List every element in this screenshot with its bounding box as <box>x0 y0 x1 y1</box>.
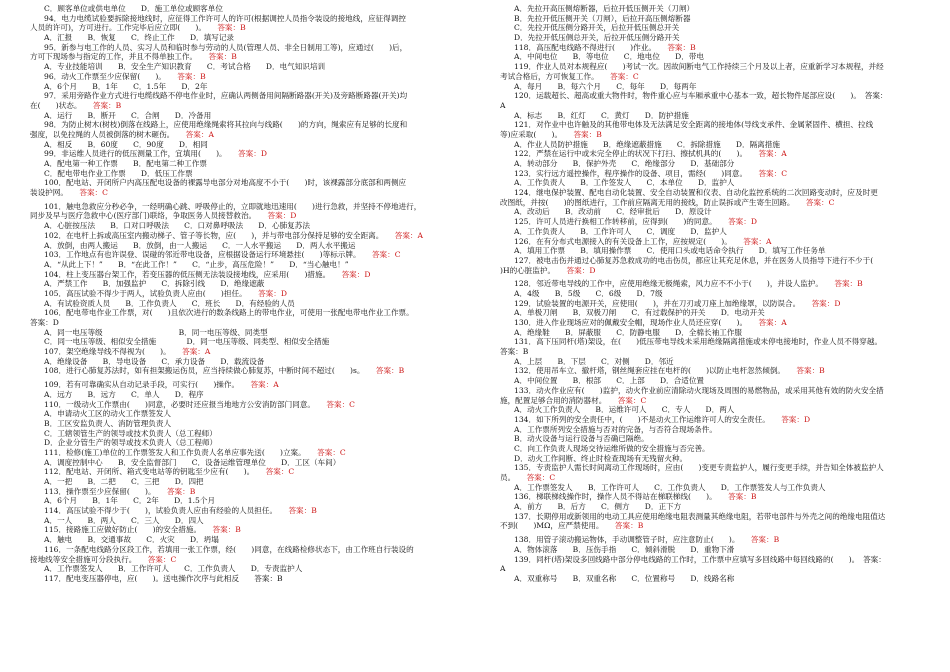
question-line <box>500 169 925 179</box>
line-text: 105．高压试验不得少于两人，试验负责人应由( )担任。 <box>44 288 243 298</box>
line-text: 96．动火工作票至少应保留( )。 <box>44 71 163 81</box>
question-line <box>500 178 925 188</box>
question-line <box>30 477 442 487</box>
question-line <box>500 463 925 473</box>
line-text: A．相反 B．60度 C．90度 D．相同 <box>44 139 208 149</box>
question-line <box>500 140 925 150</box>
line-text: 135．专责监护人需长时间离动工作现场时，应由( )变更专责监护人，履行变更手续，并告知全体被监护人 <box>514 463 884 473</box>
line-text: 答案：B <box>500 347 529 357</box>
line-text: A．申请动火工区的动火工作票签发人 <box>44 409 171 419</box>
question-line <box>30 43 442 53</box>
answer-label: 答案：B <box>573 129 602 139</box>
line-text: 94．电力电缆试验要拆除接地线时，应征得工作许可人的许可(根据调控人员指令装设的接地线，应征得调控 <box>44 13 406 23</box>
line-text: A．中间电位 B．等电位 C．地电位 D．带电 <box>514 52 705 62</box>
line-text: A．动火工作负责人 B．运维许可人 C．专人 D．两人 <box>514 405 735 415</box>
answer-label: 答案：B <box>208 52 237 62</box>
answer-label: 答案：B <box>217 23 246 33</box>
line-text: 装设护网。 <box>30 188 65 198</box>
question-line <box>30 178 442 188</box>
question-line <box>30 438 442 448</box>
line-text: 130．进入作业现场应对的佩戴安全帽，现场作业人员还应穿( )。 <box>514 318 744 327</box>
answer-label: 答案：B <box>796 366 825 376</box>
line-text: 132．使用吊车立、撤杆塔，钢丝绳套应挂在电杆的( )以防止电杆忽然倾倒。 <box>514 366 782 376</box>
question-line <box>500 198 925 208</box>
answer-label: 答案：B <box>834 279 863 289</box>
question-line <box>500 415 925 425</box>
answer-label: 答案：D <box>238 149 267 159</box>
answer-label: 答案：A <box>758 149 787 159</box>
line-text: A．单极刀闸 B．双极刀闸 C．有过载保护的开关 D．电动开关 <box>514 308 765 318</box>
line-text: 137．长期停用或新领用的电动工具应使用绝缘电阻表测量其绝缘电阻，若带电部件与外壳之间的绝缘电阻值达 <box>514 511 886 521</box>
line-text: 答案：D <box>30 318 59 327</box>
line-text: 118．高压配电线路不得进行( )作业。 <box>514 42 653 52</box>
question-line <box>500 82 925 92</box>
answer-label: 答案：C <box>805 197 835 207</box>
line-text: 109．若有可靠确实从自动记录手段，可实行( )操作。 <box>44 380 236 390</box>
line-text: 强度，以免拉绳的人员被倒落的树木砸伤。 <box>30 129 171 139</box>
line-text: 126．在有分布式电源接入的有关设备上工作，应按规定( )。 <box>514 236 729 246</box>
answer-label: 答案：C <box>265 467 295 477</box>
question-line <box>500 227 925 237</box>
line-text: A．工作票签发人 B．工作许可人 C．工作负责人 D．工作票签发人与工作负责人 <box>514 482 826 492</box>
question-line <box>500 405 925 415</box>
line-text: D．企业分管生产的领导或技术负责人（总工程师） <box>44 438 218 448</box>
question-line <box>500 217 925 227</box>
line-text: A．双重称号 B．双重名称 C．位置称号 D．线路名称 <box>514 573 735 583</box>
line-text: A．同一电压等级 B．同一电压等级、同类型 <box>44 327 268 337</box>
question-line <box>30 366 442 376</box>
line-text: 133．动火作业应有( )监护，动火作业前应清除动火现场及周围的易燃物品，或采用其他有效的防火安全措 <box>514 385 884 395</box>
line-text: 138．用管子滚动搬运物体，手动调整管子时，应注意防止( )。 <box>514 535 736 545</box>
question-line <box>500 444 925 454</box>
question-line <box>30 419 442 429</box>
line-text: A．汇报 B．恢复 C．终止工作 D．填写记录 <box>44 33 235 43</box>
question-line <box>30 400 442 410</box>
line-text: A．工作负责人 B．工作许可人 C．调度 D．监护人 <box>514 226 727 236</box>
line-text: 120．运载超长、超高或重大物件时，物件重心应与车厢承重中心基本一致，超长物件尾部应设( )。 答案： <box>514 91 888 101</box>
question-line <box>500 454 925 464</box>
line-text: A．先拉开高压侧熔断器，后拉开低压侧开关（刀闸） <box>514 4 695 13</box>
line-text: A．绝缘鞋 B．屏蔽服 C．防静电服 D．全棉长袖工作服 <box>514 327 742 337</box>
question-line <box>500 425 925 435</box>
line-text: 97．采用旁路作业方式进行电缆线路不停电作业时，应确认两侧备用间隔断路器(开关)及旁路断路器(开关)均 <box>44 91 408 101</box>
question-line <box>30 231 442 241</box>
line-text: A．调度控制中心 B．安全监督部门 C．设备运维管理单位 D．工区（车间） <box>44 457 341 467</box>
question-line <box>30 516 442 526</box>
question-line <box>30 328 442 338</box>
question-line <box>30 555 442 565</box>
line-text: B．工区安监负责人、消防管理负责人 <box>44 418 172 428</box>
answer-label: 答案：C <box>371 250 401 260</box>
answer-label: 答案：A <box>394 230 424 240</box>
line-text: A．物体滚落 B．压伤手指 C．倾斜滑脱 D．重物下滑 <box>514 544 735 554</box>
question-line <box>30 82 442 92</box>
line-text: C．顾客单位或供电单位 D．施工单位或顾客单位 <box>44 4 223 13</box>
answer-label: 答案：D <box>781 414 811 424</box>
line-text: A．一人 B．两人 C．三人 D．四人 <box>44 515 204 525</box>
question-line <box>500 266 925 276</box>
line-text: 122．严禁在运行中或未完全停止的状况下打扫、擦拭机具的( )。 <box>514 149 744 159</box>
question-line <box>500 188 925 198</box>
question-line <box>30 299 442 309</box>
line-text: 116．一条配电线路分区段工作，若填用一张工作票，经( )同意，在线路检修状态下，由工作班自行装设的 <box>44 544 414 554</box>
question-line <box>30 149 442 159</box>
answer-label: 答案：B <box>375 366 405 376</box>
line-text: 125．许可人员进行换相工作转移前，应得到( )的同意。 <box>514 217 713 227</box>
question-line <box>500 299 925 309</box>
question-line <box>30 111 442 121</box>
line-text: A．专业技能培训 B．安全生产知识教育 C．考试合格 D．电气知识培训 <box>44 62 326 72</box>
line-text: 员。 <box>500 473 512 482</box>
line-text: 在( )状态。 <box>30 100 78 110</box>
question-line <box>30 429 442 439</box>
line-text: 119．作业人员对本规程应( )考试一次。因故间断电气工作持续三个月及以上者，应重新学习本规程，并经 <box>514 62 884 72</box>
answer-label: 答案：B <box>288 506 317 516</box>
question-line <box>500 91 925 101</box>
question-line <box>30 188 442 198</box>
question-line <box>30 467 442 477</box>
line-text: A．6个月 B．1年 C．1.5年 D．2年 <box>44 81 208 91</box>
question-line <box>500 564 925 574</box>
line-text: A．填用工作票 B．填用操作票 C．使用口头或电话命令执行 D．填写工作任务单 <box>514 246 826 256</box>
question-line <box>30 506 442 516</box>
line-text: A．4级 B．5级 C．6级 D．7级 <box>514 288 663 298</box>
question-line <box>30 250 442 260</box>
line-text: 107．架空绝缘导线不得视为( )。 <box>44 347 167 357</box>
question-line <box>30 91 442 101</box>
line-text: A．转动部分 B．保护外壳 C．绝缘部分 D．基础部分 <box>514 159 735 168</box>
line-text: 100．配电站、开闭所户内高压配电设备的裸露导电部分对地高度不小于( )时，该裸露部分底部和两侧应 <box>44 178 407 188</box>
question-line <box>500 130 925 140</box>
question-line <box>30 72 442 82</box>
question-line <box>500 376 925 386</box>
line-text: 接地线等安全措施可分段执行。 <box>30 554 133 564</box>
question-line <box>500 502 925 512</box>
question-line <box>30 357 442 367</box>
left-column <box>30 4 442 584</box>
question-line <box>30 564 442 574</box>
line-text: A．工作票所列安全措施与否对的完备，与否符合现场条件。 <box>514 424 717 434</box>
question-line <box>500 545 925 555</box>
question-line <box>500 62 925 72</box>
question-line <box>30 140 442 150</box>
line-text: 134．如下所列的安全责任中，( )不是动火工作运维许可人的安全责任。 <box>514 414 767 424</box>
answer-label: 答案：C <box>758 168 788 178</box>
line-text: 106．配电带电作业工作票，对( )且依次进行的数条线路上的带电作业，可使用一张配电带电作业工作票。 <box>44 308 414 318</box>
line-text: 103．工作地点有也许误登、误碰的邻近带电设备，应根据设备运行环境悬挂( )等标示牌。 <box>44 250 357 260</box>
line-text: A．严禁工作 B．加强监护 C．拆除引线 D．绝缘遮蔽 <box>44 279 265 289</box>
question-line <box>30 52 442 62</box>
question-line <box>30 159 442 169</box>
question-line <box>500 52 925 62</box>
line-text: 121．对作业中也许触及的其他带电体及无法满足安全距离的接地体(导线支承件、金属紧固件、横担、拉线 <box>514 120 874 130</box>
line-text: 111．检修(施工)单位的工作票签发人和工作负责人名单应事先送( )立案。 <box>44 447 302 457</box>
question-line <box>30 318 442 328</box>
question-line <box>30 130 442 140</box>
line-text: A <box>500 564 506 574</box>
line-text: C．先拉开低压侧分路开关，后拉开低压侧总开关 <box>514 23 680 33</box>
line-text: 127．被电击伤并通过心肺复苏急救成功的电击伤员，都应让其充足休息，并在医务人员指导下进行不少于( <box>514 255 889 265</box>
line-text: )H的心脏监护。 <box>500 265 552 275</box>
line-text: A．放倒，由两人搬运 B．放倒，由一人搬运 C．一人水平搬运 D．两人水平搬运 <box>44 240 356 250</box>
question-line <box>30 458 442 468</box>
question-line <box>30 487 442 497</box>
line-text: A．6个月 B．1年 C．2年 D．1.5个月 <box>44 496 216 506</box>
question-line <box>30 409 442 419</box>
question-line <box>500 111 925 121</box>
question-line <box>500 483 925 493</box>
question-line <box>500 574 925 584</box>
question-line <box>30 545 442 555</box>
line-text: A．“从此上下！” B．“在此工作！” C．“止步，高压危险！” D．“当心触电！” <box>44 259 349 269</box>
question-line <box>500 512 925 522</box>
line-text: A．作业人员防护措施 B．绝缘遮蔽措施 C．拆除措施 D．隔离措施 <box>514 139 780 149</box>
line-text: 同步及早与医疗急救中心(医疗部门)联络，争取医务人员接替救治。 <box>30 211 253 221</box>
line-text: A．运行 B．断开 C．合闸 D．冷备用 <box>44 110 212 120</box>
answer-label: 答案：A <box>185 129 214 139</box>
question-line <box>30 211 442 221</box>
question-line <box>500 318 925 328</box>
answer-label: 答案：B <box>614 521 644 531</box>
question-line <box>30 4 442 14</box>
question-line <box>500 4 925 14</box>
line-text: B．先拉开低压侧开关（刀闸），后拉开高压侧熔断器 <box>514 13 691 23</box>
line-text: C．工辖领管生产的领导或技术负责人（总工程师） <box>44 428 217 438</box>
line-text: 139．同杆(塔)架设多回线路中部分停电线路的工作时，工作票中应填写多回线路中每回线路的( )。 答案： <box>514 554 886 564</box>
line-text: 改图纸，并按( )的图纸进行，工作前应隔离无用的接线，防止误拆或产生寄生回路。 <box>500 197 791 207</box>
question-line <box>500 279 925 289</box>
line-text: C．向工作负责人现场交待运维所做的安全措施与否完善。 <box>514 443 710 453</box>
line-text: A．触电 B．交通事故 C．火灾 D．坍塌 <box>44 535 219 545</box>
line-text: 113．操作票至少应保留( )。 <box>44 486 152 496</box>
question-line <box>30 496 442 506</box>
question-line <box>500 23 925 33</box>
line-text: 95．新参与电工作的人员、实习人员和临时参与劳动的人员(管理人员、非全日制用工等)，应通过( )后， <box>44 42 408 52</box>
question-line <box>30 101 442 111</box>
answer-label: 答案：C <box>610 71 639 81</box>
question-line <box>500 246 925 256</box>
question-line <box>30 241 442 251</box>
question-line <box>30 270 442 280</box>
line-text: A．标志 B．红灯 C．黄灯 D．防护措施 <box>514 110 689 120</box>
answer-label: 答案：C <box>617 395 647 405</box>
line-text: 115．接路施工应做好防止( )的安全措施。 <box>44 525 198 535</box>
question-line <box>500 33 925 43</box>
line-text: C．同一电压等级、相似安全措施 D．同一电压等级、同类型、相似安全措施 <box>44 337 330 347</box>
question-line <box>500 237 925 247</box>
answer-label: 答案：C <box>326 399 355 409</box>
question-line <box>30 14 442 24</box>
line-text: 98．为防止树木(树枝)倒落在线路上，应使用绝缘绳索将其拉向与线路( )的方向，绳索应有足够的长度和 <box>44 120 408 130</box>
question-line <box>500 386 925 396</box>
line-text: A．配电第一种工作票 B．配电第二种工作票 <box>44 159 207 168</box>
answer-label: 答案：D <box>728 217 757 227</box>
question-line <box>500 328 925 338</box>
line-text: A．一把 B．二把 C．三把 D．四把 <box>44 477 204 486</box>
question-line <box>30 202 442 212</box>
line-text: 考试合格后，方可恢复工作。 <box>500 71 595 81</box>
question-line <box>500 120 925 130</box>
line-text: A．上层 B．下层 C．对侧 D．邻近 <box>514 356 674 366</box>
line-text: A．改动后 B．改动前 C．经审批后 D．原设计 <box>514 207 712 217</box>
line-text: C．配电带电作业工作票 D．低压工作票 <box>44 168 193 178</box>
question-line <box>30 535 442 545</box>
answer-label: 答案：B <box>92 100 122 110</box>
question-line <box>500 535 925 545</box>
question-line <box>30 279 442 289</box>
answer-label: 答案：B <box>166 486 196 496</box>
question-line <box>500 308 925 318</box>
line-text: 104．柱上变压器台架工作，若变压器的低压侧无法装设接地线，应采用( )措施。 <box>44 269 327 279</box>
question-line <box>500 396 925 406</box>
question-line <box>500 492 925 502</box>
answer-label: 答案：C <box>147 554 177 564</box>
question-line <box>500 337 925 347</box>
answer-label: 答案：D <box>341 269 371 279</box>
line-text: 128．邻近带电导线的工作中，应使用绝缘无极绳索，风力应不不小于( )，并设人监护。 <box>514 279 820 289</box>
answer-label: 答案：A <box>250 380 279 390</box>
question-line <box>30 337 442 347</box>
line-text: 不到( )MΩ，应严禁使用。 <box>500 521 600 531</box>
answer-label: 答案：B <box>750 535 780 545</box>
line-text: A．工作负责人 B．工作签发人 C．本单位 D．监护人 <box>514 178 735 188</box>
question-line <box>500 366 925 376</box>
question-line <box>30 289 442 299</box>
line-text: A．有试验资质人员 B．工作负责人 C．班长 D．有经验的人员 <box>44 298 295 308</box>
question-line <box>30 260 442 270</box>
question-line <box>500 101 925 111</box>
question-line <box>500 473 925 483</box>
line-text: A．心脏按压法 B．口对口呼吸法 C．口对鼻呼吸法 D．心肺复苏法 <box>44 221 310 231</box>
line-text: 129．试验装置的电源开关，应使用( )，并在刀刃或刀座上加绝缘罩，以防误合。 <box>514 298 797 308</box>
line-text: 99．非运维人员进行的低压测量工作，宜填用( )。 <box>44 149 223 159</box>
question-line <box>500 207 925 217</box>
question-line <box>30 221 442 231</box>
question-line <box>30 574 442 584</box>
right-column <box>500 4 925 584</box>
question-line <box>500 555 925 565</box>
line-text: 等)应采取( )。 <box>500 129 559 139</box>
question-line <box>30 448 442 458</box>
line-text: 117．配电变压器停电，应( )。送电操作次序与此相反 答案：B <box>44 573 283 583</box>
question-line <box>30 33 442 43</box>
question-line <box>500 289 925 299</box>
line-text: A．工作票签发人 B．工作许可人 C．工作负责人 D．专责监护人 <box>44 564 303 574</box>
line-text: A．每月 B．每六个月 C．每年 D．每两年 <box>514 81 697 91</box>
question-line <box>30 23 442 33</box>
line-text: A <box>500 100 506 110</box>
line-text: 108．进行心肺复苏法时，如有担架搬运伤员，应当持续做心肺复苏，中断时间不超过( )s。 <box>44 366 361 376</box>
answer-label: 答案：B <box>212 525 241 535</box>
question-line <box>500 434 925 444</box>
line-text: 131．高下压同杆(塔)架设，在( )低压带电导线未采用绝缘隔离措施或未停电接地时，作业人员不得穿越。 <box>514 337 883 347</box>
question-line <box>500 521 925 531</box>
line-text: 人员的许可)，方可进行。工作完毕后应立即( )。 <box>30 23 203 33</box>
line-text: A．中间位置 B．根部 C．上部 D．合适位置 <box>514 376 705 386</box>
question-line <box>500 149 925 159</box>
line-text: 123．实行远方遥控操作，程序操作的设备、项目，需经( )同意。 <box>514 168 744 178</box>
answer-label: 答案：D <box>566 265 596 275</box>
answer-label: 答案：C <box>317 447 346 457</box>
line-text: A．前方 B．后方 C．侧方 D．正下方 <box>514 502 682 512</box>
question-line <box>30 525 442 535</box>
question-line <box>30 308 442 318</box>
question-line <box>500 347 925 357</box>
line-text: 124．继电保护装置、配电自动化装置、安全自动装置和仪表、自动化监控系统的二次回路变动时，应及时更 <box>514 188 878 198</box>
answer-label: 答案：C <box>79 188 108 198</box>
answer-label: 答案：D <box>811 298 841 308</box>
line-text: 方可下现场参与指定的工作，并且不得单独工作。 <box>30 52 194 62</box>
answer-label: 答案：A <box>182 347 211 357</box>
line-text: A．绝缘设备 B．导电设备 C．承力设备 D．载流设备 <box>44 356 265 366</box>
answer-label: 答案：B <box>667 42 696 52</box>
question-line <box>500 357 925 367</box>
line-text: 102．在电杆上拆或高压室内搬动梯子、管子等长物，应( )，并与带电部分保持足够的安全距离。 <box>44 230 380 240</box>
question-line <box>500 43 925 53</box>
question-line <box>30 169 442 179</box>
line-text: 112．配电站、开闭所、箱式变电站等的钥匙至少应有( )。 <box>44 467 251 477</box>
line-text: 101．触电急救应分秒必争，一经明确心跳、呼吸停止的，立即就地迅速用( )进行急救，并坚持不停地进行， <box>44 201 422 211</box>
answer-label: 答案：D <box>267 211 297 221</box>
question-line <box>30 390 442 400</box>
line-text: 136．梯联梯线操作时，操作人员不得站在梯联梯线( )。 <box>514 492 713 502</box>
answer-label: 答案：B <box>728 492 757 502</box>
line-text: D．动火工作间断、终止时检查现场有无残留火种。 <box>514 453 688 463</box>
question-line <box>30 62 442 72</box>
line-text: 110．一级动火工作票由( )同意，必要时还应报当地地方公安消防部门同意。 <box>44 399 312 409</box>
line-text: 114．高压试验不得少于( )，试验负责人应由有经验的人员担任。 <box>44 506 274 516</box>
line-text: A．远方 B．远方 C．单人 D．程序 <box>44 389 204 399</box>
answer-label: 答案：C <box>526 473 556 482</box>
question-line <box>500 72 925 82</box>
answer-label: 答案：B <box>177 71 206 81</box>
line-text: D．先拉开低压侧总开关，后拉开低压侧分路开关 <box>514 33 680 43</box>
answer-label: 答案：A <box>743 236 772 246</box>
line-text: 施，配置足够合用的消防器材。 <box>500 395 603 405</box>
question-line <box>500 159 925 169</box>
question-line <box>500 14 925 24</box>
question-line <box>30 347 442 357</box>
question-line <box>30 120 442 130</box>
answer-label: 答案：D <box>258 288 287 298</box>
line-text: B．动火设备与运行设备与否确已隔绝。 <box>514 434 649 444</box>
question-line <box>30 380 442 390</box>
question-line <box>500 256 925 266</box>
answer-label: 答案：A <box>758 318 787 327</box>
